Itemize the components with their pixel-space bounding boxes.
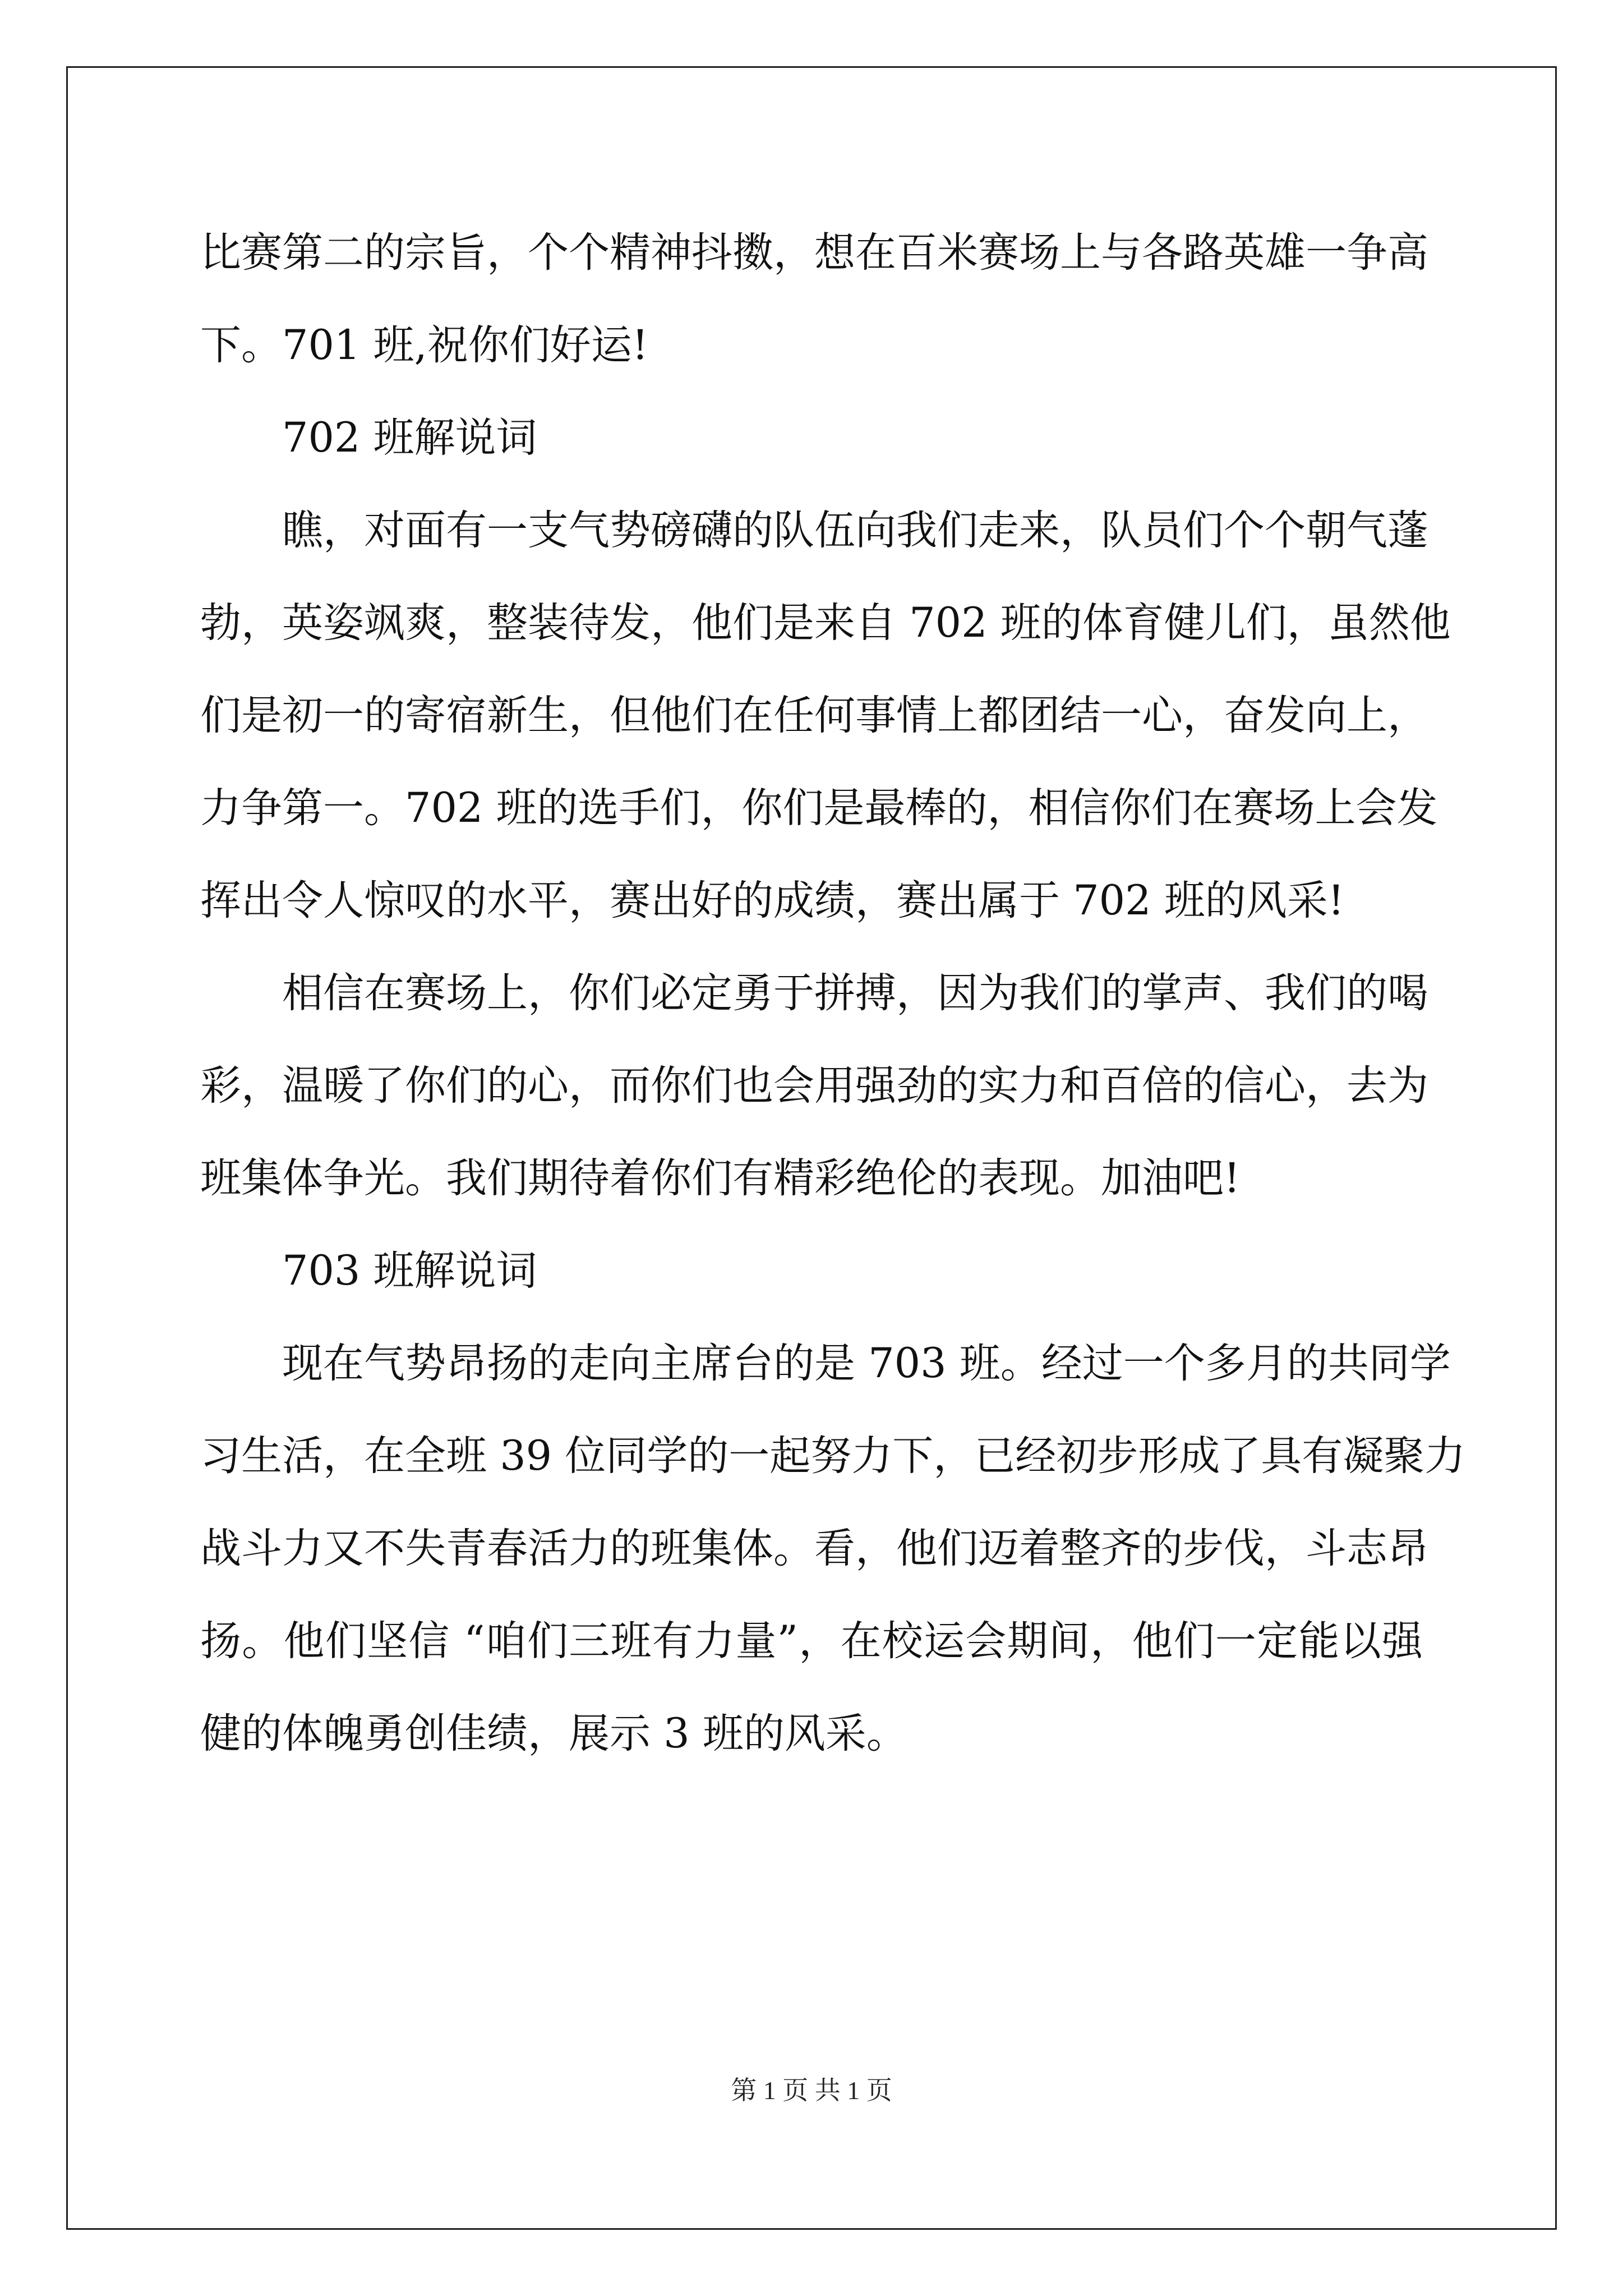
page-number-footer: 第 1 页 共 1 页 — [731, 2076, 892, 2105]
text-line: 瞧，对面有一支气势磅礴的队伍向我们走来，队员们个个朝气蓬 — [282, 507, 1428, 554]
text-line: 班集体争光。我们期待着你们有精彩绝伦的表现。加油吧! — [200, 1154, 1241, 1202]
section-heading: 702 班解说词 — [282, 414, 537, 462]
text-line: 比赛第二的宗旨，个个精神抖擞，想在百米赛场上与各路英雄一争高 — [200, 229, 1428, 277]
text-line: 现在气势昂扬的走向主席台的是 703 班。经过一个多月的共同学 — [282, 1340, 1451, 1387]
text-line: 战斗力又不失青春活力的班集体。看，他们迈着整齐的步伐，斗志昂 — [200, 1525, 1428, 1572]
text-line: 健的体魄勇创佳绩，展示 3 班的风采。 — [200, 1710, 907, 1757]
text-line: 相信在赛场上，你们必定勇于拼搏，因为我们的掌声、我们的喝 — [282, 969, 1428, 1017]
text-line: 们是初一的寄宿新生，但他们在任何事情上都团结一心，奋发向上， — [200, 692, 1428, 739]
text-line: 力争第一。702 班的选手们，你们是最棒的，相信你们在赛场上会发 — [200, 784, 1438, 832]
text-line: 彩，温暖了你们的心，而你们也会用强劲的实力和百倍的信心，去为 — [200, 1062, 1428, 1110]
text-line: 挥出令人惊叹的水平，赛出好的成绩，赛出属于 702 班的风采! — [200, 877, 1345, 924]
text-line: 扬。他们坚信 “咱们三班有力量”，在校运会期间，他们一定能以强 — [200, 1617, 1423, 1665]
text-line: 下。701 班,祝你们好运! — [200, 321, 649, 369]
text-line: 习生活，在全班 39 位同学的一起努力下，已经初步形成了具有凝聚力 — [200, 1432, 1466, 1480]
document-body — [200, 206, 1466, 1780]
section-heading: 703 班解说词 — [282, 1247, 537, 1295]
text-line: 勃，英姿飒爽，整装待发，他们是来自 702 班的体育健儿们，虽然他 — [200, 599, 1451, 647]
